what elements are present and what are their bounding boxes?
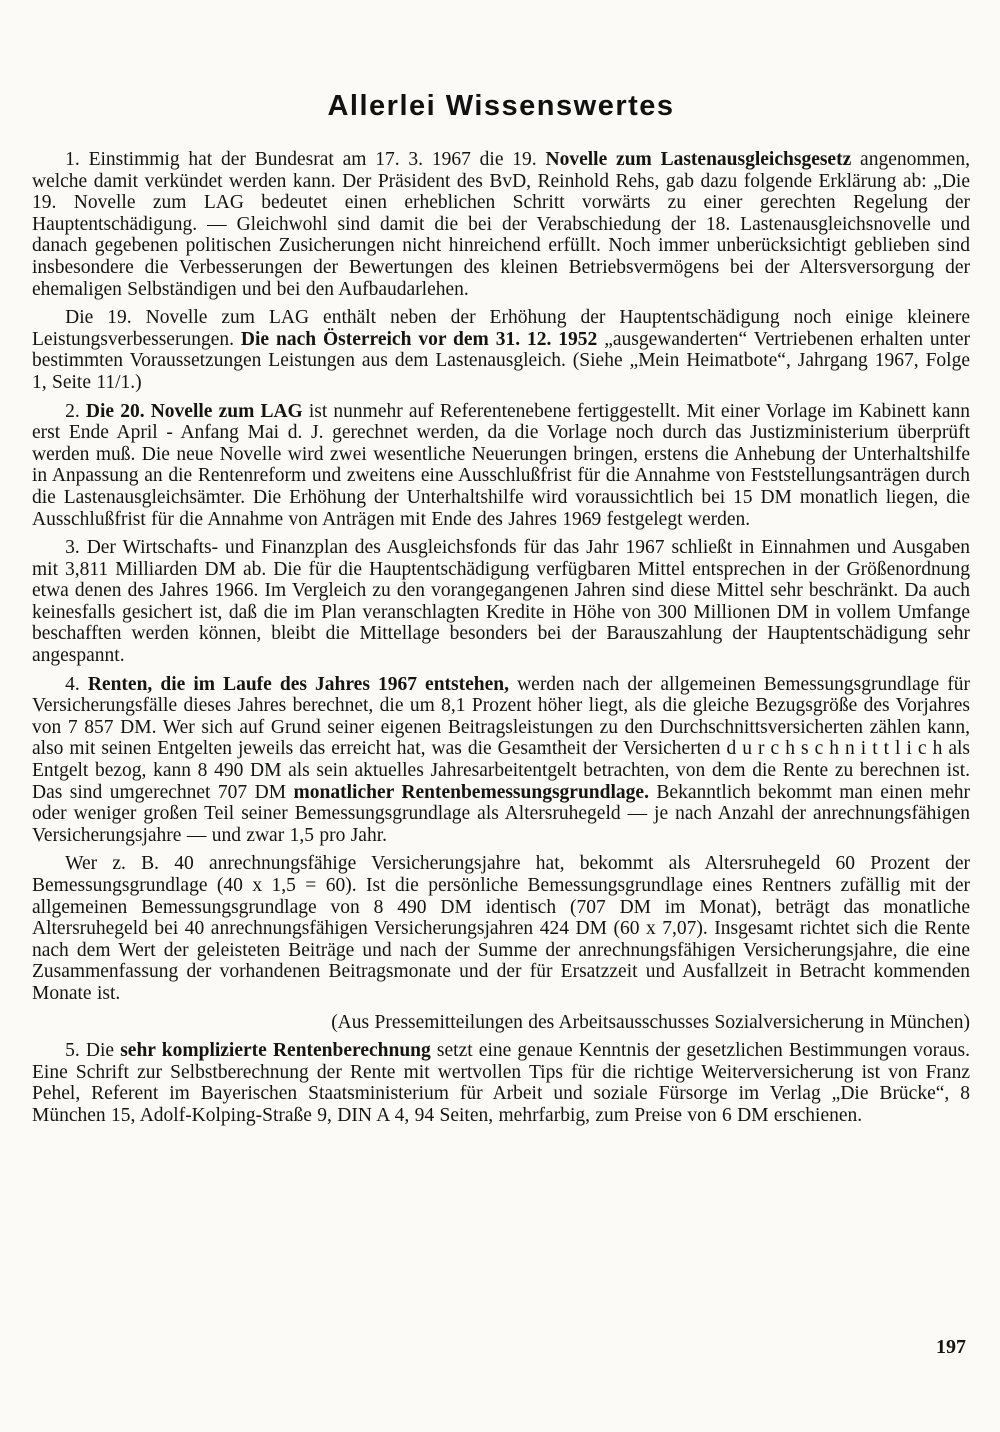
text-segment: (Aus Pressemitteilungen des Arbeitsausschusses Sozialversicherung in München) [331,1011,970,1033]
text-segment: „ausgewanderten“ Vertriebenen erhalten unter bestimmten Voraussetzungen Leistungen aus dem Lastenausgleich. (Siehe „Mein Heimatbote“, Jahrgang 1967, Folge 1, Seite 11/1.) [32,328,970,393]
bold-text-segment: Renten, die im Laufe des Jahres 1967 entstehen, [87,673,510,695]
paragraph [32,853,970,1004]
bold-text-segment: Novelle zum Lastenausgleichsgesetz [545,149,852,170]
bold-text-segment: Die nach Österreich vor dem 31. 12. 1952 [240,328,598,350]
bold-text-segment: Die 20. Novelle zum LAG [85,400,303,422]
text-segment: setzt eine genaue Kenntnis der gesetzlichen Bestimmungen voraus. Eine Schrift zur Selbstberechnung der Rente mit wertvollen Tips für die richtige Weiterversicherung ist von Franz Pehel, Referent im Bayerischen Staatsministerium für Arbeit und soziale Fürsorge im Verlag „Die Brücke“, 8 München 15, Adolf-Kolping-Straße 9, DIN A 4, 94 Seiten, mehrfarbig, zum Preise von 6 DM erschienen. [32,1040,971,1126]
document-body [32,149,970,1127]
text-segment: angenommen, welche damit verkündet werden kann. Der Präsident des BvD, Reinhold Rehs, gab dazu folgende Erklärung ab: „Die 19. Novelle zum LAG bedeutet einen erheblichen Schritt vorwärts zu einer gerechten Regelung der Hauptentschädigung. — Gleichwohl sind damit die bei der Verabschiedung der 18. Lastenausgleichsnovelle und danach gegebenen politischen Zusicherungen nicht hinreichend erfüllt. Noch immer unberücksichtigt geblieben sind insbesondere die Verbesserungen der Bewertungen des kleinen Betriebsvermögens bei der Altersversorgung der ehemaligen Selbständigen und bei den Aufbaudarlehen. [32,149,970,300]
paragraph [32,674,970,847]
paragraph [32,537,970,667]
text-segment: Bekanntlich bekommt man einen mehr oder weniger großen Teil seiner Bemessungsgrundlage als Altersruhegeld — je nach Anzahl der anrechnungsfähigen Versicherungsjahre — und zwar 1,5 pro Jahr. [32,781,971,846]
paragraph [32,401,970,531]
text-segment: werden nach der allgemeinen Bemessungsgrundlage für Versicherungsfälle dieses Jahres berechnet, die um 8,1 Prozent höher liegt, als die gleiche Bezugsgröße des Vorjahres von 7 857 DM. Wer sich auf Grund seiner eigenen Beitragsleistungen zu den Durchschnittsversicherten zählen kann, also mit seinen Entgelten jeweils das erreicht hat, was die Gesamtheit der Versicherten d u r c h s c h n i t t l i c h als Entgelt bezog, kann 8 490 DM als sein aktuelles Jahresarbeitentgelt betrachten, von dem die Rente zu berechnen ist. Das sind umgerechnet 707 DM [32,673,970,803]
bold-text-segment: sehr komplizierte Rentenberechnung [120,1040,431,1062]
page-title: Allerlei Wissenswertes [327,90,675,122]
text-segment: 5. Die [65,1040,121,1062]
paragraph [32,149,970,300]
paragraph [32,1040,970,1126]
text-segment: 4. [65,673,88,695]
text-segment: 2. [65,400,86,422]
text-segment: Die 19. Novelle zum LAG enthält neben der Erhöhung der Hauptentschädigung noch einige kleinere Leistungsverbesserungen. [32,307,970,350]
bold-text-segment: monatlicher Rentenbemessungsgrundlage. [293,781,649,803]
text-segment: 1. Einstimmig hat der Bundesrat am 17. 3. 1967 die 19. [65,149,546,170]
text-segment: ist nunmehr auf Referentenebene fertiggestellt. Mit einer Vorlage im Kabinett kann erst Ende April - Anfang Mai d. J. gerechnet werden, da die Vorlage noch durch das Justizministerium überprüft werden muß. Die neue Novelle wird zwei wesentliche Neuerungen bringen, erstens die Anhebung der Unterhaltshilfe in Anpassung an die Rentenreform und zweitens eine Ausschlußfrist für die Annahme von Feststellungsanträgen durch die Lastenausgleichsämter. Die Erhöhung der Unterhaltshilfe wird voraussichtlich bei 15 DM monatlich liegen, die Ausschlußfrist für die Annahme von Anträgen mit Ende des Jahres 1969 festgelegt werden. [32,400,970,530]
paragraph [32,307,970,393]
text-segment: 3. Der Wirtschafts- und Finanzplan des Ausgleichsfonds für das Jahr 1967 schließt in Einnahmen und Ausgaben mit 3,811 Milliarden DM ab. Die für die Hauptentschädigung verfügbaren Mittel entsprechen in der Größenordnung etwa denen des Jahres 1966. Im Vergleich zu den vorangegangenen Jahren sind diese Mittel sehr beschränkt. Da auch keinesfalls gesichert ist, daß die im Plan veranschlagten Kredite in Höhe von 300 Millionen DM in vollem Umfange beschafften werden können, bleibt die Mittellage besonders bei der Barauszahlung der Hauptentschädigung sehr angespannt. [32,537,970,667]
text-segment: Wer z. B. 40 anrechnungsfähige Versicherungsjahre hat, bekommt als Altersruhegeld 60 Prozent der Bemessungsgrundlage (40 x 1,5 = 60). Ist die persönliche Bemessungsgrundlage eines Rentners zufällig mit der allgemeinen Bemessungsgrundlage von 8 490 DM identisch (707 DM im Monat), beträgt das monatliche Altersruhegeld bei 40 anrechnungsfähigen Versicherungsjahren 424 DM (60 x 7,07). Insgesamt richtet sich die Rente nach dem Wert der geleisteten Beiträge und nach der Summe der anrechnungsfähigen Versicherungsjahre, die eine Zusammenfassung der vorhandenen Beitragsmonate und der für Ersatzzeit und Ausfallzeit in Betracht kommenden Monate ist. [32,853,970,1004]
attribution-line [32,1012,970,1034]
page-number: 197 [936,1336,966,1358]
